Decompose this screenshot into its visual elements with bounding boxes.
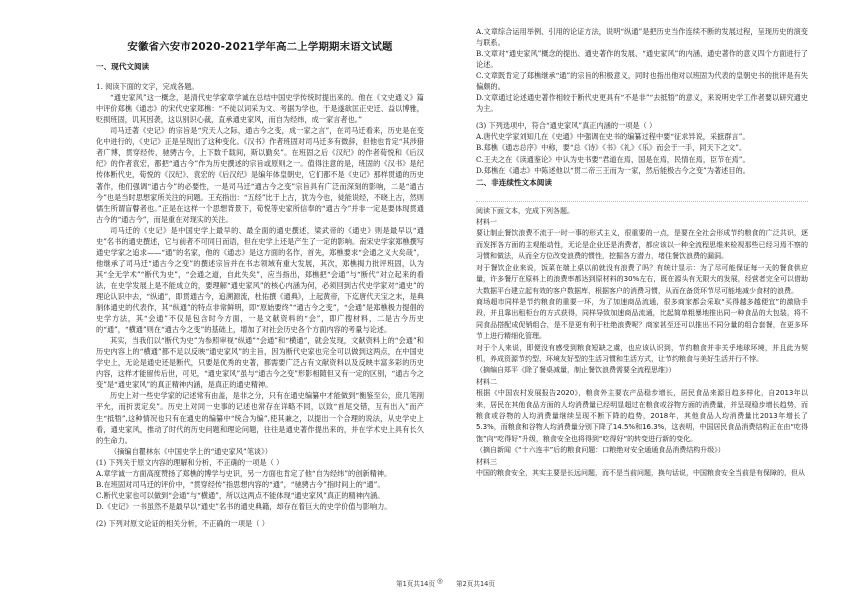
material-2-source: （摘自新闻《“十六连丰”后的粮食问题：口粮绝对安全通通食品消费结构升级》） bbox=[476, 446, 725, 455]
q3-option-a: A.唐代史学家刘知几在《史通》中强调在史书的编纂过程中要“征求异说，采摭群言”。 bbox=[476, 132, 750, 142]
material-block bbox=[476, 201, 808, 480]
question-intro-2: 阅读下面文本，完成下列各题。 bbox=[476, 206, 574, 215]
material-3-paragraph: 中国的粮食安全，其实主要是长远问题，而不是当前问题，换句话说，中国粮食安全当前是有保障的，但从 bbox=[476, 469, 805, 477]
q2-option-d: D.文章通过论述通史著作相较于断代史更具有“不是非”“去抵牾”的意义，来说明史学工作者要以研究通史为主。 bbox=[476, 93, 808, 114]
material-3-label: 材料三 bbox=[476, 457, 497, 466]
passage-paragraph: 司马迁著《史记》的宗旨是“究天人之际，通古今之变，成一家之言”，在司马迁看来，历史是在变化中进行的，《史记》正是呈现出了这种变化。《汉书》作者班固对司马迁多有微辞，但他也肯定“其涉猎者广博，贯穿经传，驰骋古今，上下数千载间，斯以勤矣”。在班固之后《汉纪》的作者荀悦和《后汉纪》的作者袁宏，都把“通古今”作为历史撰述的宗旨或原则之一。值得注意的是，班固的《汉书》是纪传体断代史，荀悦的《汉纪》、袁宏的《后汉纪》是编年体皇朝史，它们都不是《史记》那样贯通的历史著作，他们强调“通古今”的必要性，一是司马迁“通古今之变”宗旨具有广泛而深刻的影响，二是“通古今”也是当时思想家所关注的问题。王充指出：“五经”比于上古，犹为今也，徒能说经，不晓上古，然则儒生所谓盲瞽者也。”正是在这样一个思想背景下，荀悦等史家所信奉的“通古今”并非一定是要体现贯通古今的“通古今”，而是重在对现实的关注。 bbox=[96, 126, 424, 224]
question-intro: 1. 阅读下面的文字，完成各题。 bbox=[96, 82, 199, 92]
exam-title: 安徽省六安市2020-2021学年高二上学期期末语文试题 bbox=[127, 41, 393, 53]
passage-paragraph: 司马迁的《史记》是中国史学上最早的、最全面的通史撰述，梁武帝的《通史》则是最早以“通史”名书的通史撰述，它与前者不可同日而语，但在史学上还是产生了一定的影响。南宋史学家郑樵撰写通史学家之追求——“通”的名家，他的《通志》是这方面的名作，首先，郑樵要求“会通之义大矣哉”，他继承了司马迁“通古今之变”的撰述宗旨并在书志领域有重大发展，其次，郑樵揭力批评班固，认为其“全无学术”“断代为史”，“会通之道，自此失矣”，应当指出，郑樵把“会通”与“断代”对立起来的看法，在史学发展上是不能成立的，要理解“通史家风”的核心内涵为何，必须回到古代史学家对“通史”的理论认识中去，“纵通”，即贯通古今，追溯源流，杜佑撰《通典》，上起黄帝，下迄唐代天宝之末，是典制体通史的代表作，其“纵通”的特点非常鲜明，即“原始要终”“通古今之变”，“会通”是郑樵极力提倡的史学方法，其“会通”不仅是包含时今方面，一是文献资料的“会”，即广搜材料，二是古今历史的“通”，“横通”则在“通古今之变”的基础上，增加了对社会历史各个方面内容的考量与论述。 bbox=[96, 225, 424, 335]
passage-paragraph: 其实，当我们以“断代为史”为参照审视“纵通”“会通”和“横通”，就会发现，文献资料上的“会通”和历史内容上的“横通”都不足以反映“通史家风”的主旨，因为断代史家也完全可以做到这两点，在中国史学史上，无论是通史还是断代，只要是优秀的史著，都需要广泛占有文献资料以及反映丰富多彩的历史内容，这样才能留传后世，可见，“通史家风”虽与“通古今之变”形影相随但又有一定的区别，“通古今之变”是“通史家风”的真正精神内涵，是真正的通史精神。 bbox=[96, 336, 424, 390]
passage-paragraph: 历史上对一些史学家的记述常有由盖，是非之分，只有在通史编纂中才能做到“衡鉴至公，庶几笔削平允，而折衷定矣”。历史上对同一史事的记述也常存在详略不同，以致“首尾交错，互有出入”而产生“抵牾”,这种情况也只有在通史的编纂中“统合为编”,使其兼之，以提出一个合理的说法，从史学史上看，通史家风，推动了时代的历史问题和理论问题，往往是通史著作提出来的，并在学术史上具有长久的生命力。 bbox=[96, 391, 424, 445]
section-heading-2: 二、非连续性文本阅读 bbox=[476, 177, 552, 187]
q1-option-b: B.在班固对司马迁的评价中，“贯穿经传”指思想内容的“通”，“驰骋古今”指时间上的“通”。 bbox=[96, 479, 385, 489]
question-2: (2) 下列对原文论证的相关分析，不正确的一项是（ ） bbox=[96, 518, 269, 528]
material-1-paragraph: 对于餐饮企业来说，饭菜在端上桌以前就没有浪费了吗？有统计显示：为了尽可能保证每一天的餐食供应量，许多餐厅在原料上的浪费率都达到原材料的30%左右，既在源头有无限大的发展，经营者完全可以借助大数据平台建立起有效的客户数据库，根据客户的消费习惯，从而在备货环节尽可能地减少食材的浪费。 bbox=[476, 263, 808, 295]
q3-option-d: D.郑樵在《通志》中陈述他以“贯二帝三王而为一家，然后能极古今之变”为著述目的。 bbox=[476, 165, 750, 175]
q2-option-b: B.文章对“通史家风”概念的提出、通史著作的发展、“通史家风”的内涵、通史著作的意义四个方面进行了论述。 bbox=[476, 49, 808, 70]
material-2-paragraph: 根据《中国农村发展报告2020》，粮食外主要农产品稳步增长，居民食品来源日趋多样化，自2013年以来，居民在其他食品方面的人均消费量已经明显超过在粮食或谷物方面的消费量，并呈现稳步增长趋势，而粮食或谷物的人均消费量继续呈现不断下降的趋势，2018年，其他食品人均消费量比2013年增长了5.3%，而粮食和谷物人均消费量分别下降了14.5%和16.3%，这表明，中国居民食品消费结构正在由“吃得饱”向“吃得好”升级，粮食安全也将得到“吃得好”的转变进行新的变化。 bbox=[476, 389, 808, 443]
passage-paragraph: “通史家风”这一概念，是清代史学家章学诚在总结中国史学传统时提出来的。他在《文史通义》篇中评价郑樵《通志》的宋代史家郑樵：“不徒以词采为文、考据为学也，于是遂欲匡正史迁、益以博雅，贬损班固，讥其因袭，这以别识心裁，直承通史家风，而自为经纬，成一家言者也。” bbox=[96, 93, 424, 125]
material-1-label: 材料一 bbox=[476, 218, 497, 227]
page-right bbox=[476, 26, 808, 479]
binding-mark-icon: ◎ bbox=[437, 577, 443, 585]
q1-option-a: A.章学诚一方面高度赞扬了郑樵的博学与史识，另一方面也肯定了他“自为经纬”的创新精神。 bbox=[96, 468, 392, 478]
section-heading-1: 一、现代文阅读 bbox=[96, 62, 150, 72]
page-number-right: 第2页共14页 bbox=[456, 580, 495, 588]
page-left bbox=[96, 26, 424, 529]
question-1: (1) 下列关于原文内容的理解和分析，不正确的一项是（ ） bbox=[96, 457, 284, 467]
q3-option-b: B.郑樵《通志总序》中称，要“总《诗》《书》《礼》《乐》而会于一手，同天下之文”。 bbox=[476, 143, 747, 153]
material-1-paragraph: 对于个人来说，即便没有感受到粮食短缺之虞，也应该认识到，节约粮食并非关乎地球环境，并且此为契机，养成资源节约型、环境友好型的生活习惯和生活方式，让节约粮食与美好生活并行不悖。 bbox=[476, 343, 808, 363]
material-1-paragraph: 要让制止餐饮浪费不流于一时一事的形式主义，很重要的一点，是要在全社会形成节约粮食的广泛共识，逐而发挥各方面的主观能动性，无论是企业还是消费者，都应该以一种全流程思维来检视那些已经习焉不察的习惯和做法，从而全方位改变浪费的惯性，挖掘各方潜力，堵住餐饮浪费的漏洞。 bbox=[476, 229, 808, 261]
q1-option-d: D.《史记》一书虽然不是最早以“通史”名书的通史典籍，却存在着巨大的史学价值与影响力。 bbox=[96, 501, 392, 511]
material-1-source: （摘编自郑平《除了餐桌减量，制止餐饮浪费需要全流程思维》） bbox=[476, 366, 676, 375]
q2-option-c: C.文章既肯定了郑樵继承“通”的宗旨的积极意义，同时也指出他对以班固为代表的皇朝史书的批评是有失偏颇的。 bbox=[476, 71, 808, 92]
q2-option-a: A.文章综合运用举例、引用的论证方法，说明“纵通”是把历史当作连续不断的发展过程，呈现历史的演变与联系。 bbox=[476, 27, 808, 48]
passage-source: （摘编自瞿林东《中国史学上的“通史家风”笔谈》） bbox=[110, 446, 272, 456]
question-3: (3) 下列选项中，符合“通史家风”真正内涵的一项是（ ） bbox=[476, 121, 657, 131]
material-1-paragraph: 商场超市同样是节约粮食的重要一环，为了加速商品流通，很多商家都会采取“买得越多越便宜”的激励手段，并且靠出租柜台的方式获得，同样导致加速商品流通，比起简单粗暴地推出同一种食品的大包装，将不同食品搭配成促销组合，是不是更有利于杜绝浪费呢？商家甚至还可以推出不同分量的组合套餐，在更多环节上进行精细化管理。 bbox=[476, 297, 808, 341]
page-number-left: 第1页共14页 bbox=[396, 580, 435, 588]
material-2-label: 材料二 bbox=[476, 377, 497, 386]
q3-option-c: C.王夫之在《读通鉴论》中认为史书要“君道在焉，国是在焉，民情在焉，臣节在焉”。 bbox=[476, 154, 750, 164]
q1-option-c: C.断代史家也可以做到“会通”与“横通”，所以这两点不能体现“通史家风”真正的精神内涵。 bbox=[96, 490, 385, 500]
